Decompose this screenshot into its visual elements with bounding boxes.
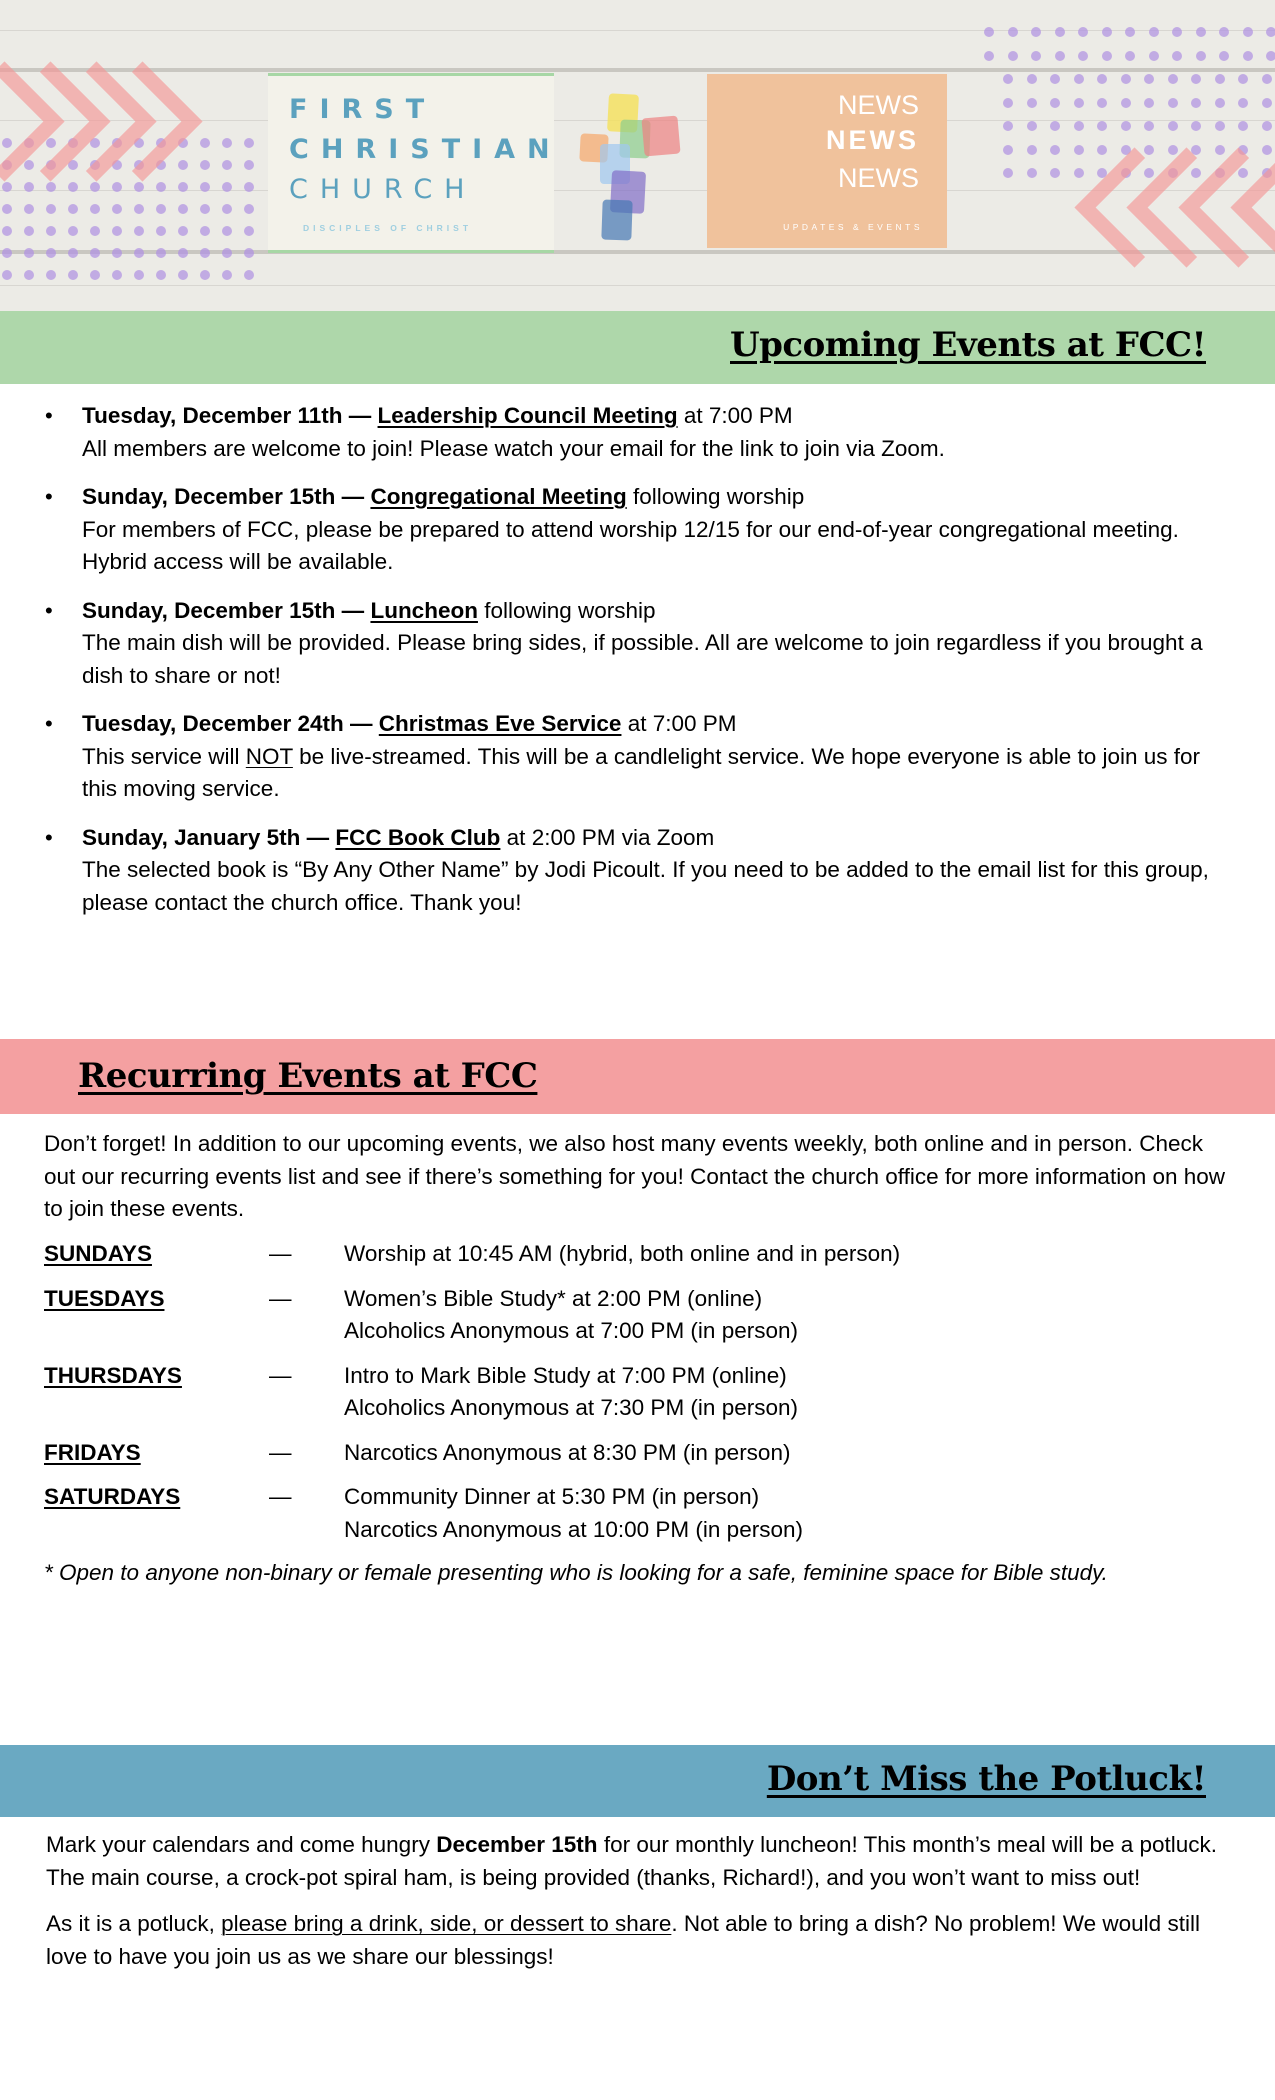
decorative-dot xyxy=(222,226,232,236)
decorative-dot xyxy=(1125,27,1135,37)
decorative-dot xyxy=(46,204,56,214)
decorative-dot xyxy=(984,51,994,61)
decorative-dot xyxy=(1262,121,1272,131)
schedule-item: Women’s Bible Study* at 2:00 PM (online) xyxy=(344,1285,763,1311)
news-card xyxy=(707,74,947,248)
decorative-dot xyxy=(1238,121,1248,131)
event-name: Christmas Eve Service xyxy=(378,711,622,736)
decorative-dot xyxy=(222,270,232,280)
decorative-dot xyxy=(178,270,188,280)
decorative-dot xyxy=(90,248,100,258)
logo-line-christian: CHRISTIAN xyxy=(289,134,562,165)
schedule-day: SATURDAYS xyxy=(44,1484,181,1509)
decorative-dot xyxy=(244,226,254,236)
potluck-text: for our monthly luncheon! This month’s meal will be a potluck. The main course, a crock-pot spiral ham, is being provided (thanks, Richard!), and you won’t want to miss out! xyxy=(46,1832,1218,1890)
event-name: FCC Book Club xyxy=(335,824,501,850)
decorative-dot xyxy=(1027,121,1037,131)
decorative-dot xyxy=(1027,168,1037,178)
decorative-dot xyxy=(1219,51,1229,61)
decorative-dot xyxy=(1238,98,1248,108)
decorative-dot xyxy=(244,204,254,214)
schedule-dash: — xyxy=(269,1362,292,1388)
decorative-dot xyxy=(178,160,188,170)
decorative-dot xyxy=(156,270,166,280)
decorative-dot xyxy=(200,182,210,192)
decorative-dot xyxy=(156,248,166,258)
decorative-dot xyxy=(1074,121,1084,131)
schedule-dash: — xyxy=(269,1241,292,1266)
news-word: NEWS xyxy=(838,163,919,193)
decorative-dot xyxy=(1008,51,1018,61)
decorative-dot xyxy=(24,248,34,258)
decorative-dot xyxy=(112,204,122,214)
decorative-dot xyxy=(1003,121,1013,131)
decorative-dot xyxy=(46,248,56,258)
potluck-request: please bring a drink, side, or dessert to share xyxy=(221,1911,672,1936)
decorative-dot xyxy=(1003,145,1013,155)
decorative-dot xyxy=(68,182,78,192)
decorative-dot xyxy=(1097,145,1107,155)
decorative-dot xyxy=(1144,98,1154,108)
upcoming-events-title: Upcoming Events at FCC! xyxy=(730,325,1206,365)
decorative-dot xyxy=(1097,74,1107,84)
decorative-dot xyxy=(1243,27,1253,37)
decorative-dot xyxy=(1144,145,1154,155)
decorative-dot xyxy=(244,138,254,148)
decorative-dot xyxy=(1121,121,1131,131)
decorative-dot xyxy=(244,270,254,280)
decorative-dot xyxy=(1074,98,1084,108)
decorative-dot xyxy=(2,270,12,280)
schedule-dash: — xyxy=(269,1439,292,1465)
bullet-icon: • xyxy=(45,711,53,736)
event-item xyxy=(45,481,1232,579)
decorative-dot xyxy=(90,182,100,192)
event-description: All members are welcome to join! Please watch your email for the link to join via Zoom. xyxy=(82,435,945,461)
decorative-dot xyxy=(1031,27,1041,37)
decorative-dot xyxy=(1215,121,1225,131)
decorative-dot xyxy=(1144,121,1154,131)
potluck-header xyxy=(0,1745,1275,1817)
decorative-dot xyxy=(1121,74,1131,84)
decorative-dot xyxy=(46,226,56,236)
decorative-dot xyxy=(1027,98,1037,108)
recurring-events-header xyxy=(0,1039,1275,1114)
event-time: following worship xyxy=(632,484,805,509)
decorative-dot xyxy=(1050,121,1060,131)
decorative-dot xyxy=(1003,168,1013,178)
bullet-icon: • xyxy=(45,597,53,623)
decorative-dot xyxy=(1196,51,1206,61)
event-date: Tuesday, December 24th — xyxy=(82,711,373,736)
decorative-dot xyxy=(2,182,12,192)
decorative-dot xyxy=(1027,74,1037,84)
description-text: be live-streamed. This will be a candlelight service. We hope everyone is able to join us for this moving service. xyxy=(82,743,1201,801)
event-item xyxy=(45,822,1232,920)
decorative-dot xyxy=(244,248,254,258)
cross-square-red xyxy=(641,116,680,157)
event-description xyxy=(82,741,1232,806)
schedule-day: SUNDAYS xyxy=(44,1241,152,1266)
decorative-dot xyxy=(178,204,188,214)
schedule-item: Narcotics Anonymous at 8:30 PM (in person) xyxy=(344,1439,791,1465)
decorative-dot xyxy=(178,248,188,258)
decorative-dot xyxy=(1168,98,1178,108)
decorative-dot xyxy=(1262,74,1272,84)
decorative-dot xyxy=(200,226,210,236)
event-time: at 7:00 PM xyxy=(683,403,793,428)
recurring-schedule xyxy=(44,1238,1234,1558)
decorative-dot xyxy=(112,248,122,258)
decorative-dot xyxy=(200,248,210,258)
decorative-dot xyxy=(24,182,34,192)
decorative-dot xyxy=(68,270,78,280)
event-date: Tuesday, December 11th — xyxy=(82,403,372,428)
event-description: The main dish will be provided. Please bring sides, if possible. All are welcome to join regardless if you brought a dish to share or not! xyxy=(82,630,1203,688)
decorative-dot xyxy=(1003,74,1013,84)
event-item xyxy=(45,708,1232,806)
decorative-dot xyxy=(24,226,34,236)
decorative-dot xyxy=(1219,27,1229,37)
decorative-dot xyxy=(1078,51,1088,61)
decorative-dot xyxy=(1125,51,1135,61)
description-text: This service will xyxy=(82,743,240,769)
decorative-dot xyxy=(1055,27,1065,37)
decorative-dot xyxy=(1050,74,1060,84)
bullet-icon: • xyxy=(45,824,53,850)
schedule-day: THURSDAYS xyxy=(44,1362,182,1388)
schedule-item: Community Dinner at 5:30 PM (in person) xyxy=(344,1484,760,1509)
decorative-dot xyxy=(134,226,144,236)
decorative-dot xyxy=(222,160,232,170)
schedule-row xyxy=(44,1437,1234,1470)
decorative-dot xyxy=(1144,74,1154,84)
decorative-dot xyxy=(156,204,166,214)
decorative-dot xyxy=(2,204,12,214)
event-date: Sunday, December 15th — xyxy=(82,597,365,623)
decorative-dot xyxy=(1243,51,1253,61)
church-logo-card xyxy=(268,73,562,253)
logo-tagline: DISCIPLES OF CHRIST xyxy=(303,223,473,233)
decorative-dot xyxy=(178,182,188,192)
decorative-dot xyxy=(1078,27,1088,37)
decorative-dot xyxy=(1097,98,1107,108)
potluck-title: Don’t Miss the Potluck! xyxy=(766,1759,1206,1799)
decorative-dot xyxy=(90,226,100,236)
event-name: Leadership Council Meeting xyxy=(377,403,678,428)
decorative-dot xyxy=(200,138,210,148)
decorative-dot xyxy=(1102,51,1112,61)
decorative-dot xyxy=(222,204,232,214)
decorative-dot xyxy=(1238,74,1248,84)
schedule-day: TUESDAYS xyxy=(44,1285,165,1311)
potluck-text: As it is a potluck, xyxy=(46,1911,215,1936)
potluck-body xyxy=(46,1829,1236,1987)
bullet-icon: • xyxy=(45,403,53,428)
schedule-item: Alcoholics Anonymous at 7:00 PM (in person) xyxy=(344,1318,798,1343)
decorative-dot xyxy=(1050,98,1060,108)
decorative-dot xyxy=(984,27,994,37)
logo-line-first: FIRST xyxy=(289,94,437,125)
decorative-dot xyxy=(112,226,122,236)
news-word: NEWS xyxy=(838,90,919,120)
bullet-icon: • xyxy=(45,484,53,509)
decorative-dot xyxy=(1262,145,1272,155)
decorative-dot xyxy=(222,182,232,192)
news-word-bold: NEWS xyxy=(826,125,919,155)
event-date: Sunday, January 5th — xyxy=(82,824,330,850)
event-time: at 7:00 PM xyxy=(627,711,737,736)
wood-grain xyxy=(0,285,1275,286)
decorative-dot xyxy=(222,248,232,258)
decorative-dot xyxy=(46,182,56,192)
event-name: Luncheon xyxy=(370,597,478,623)
recurring-footnote: * Open to anyone non-binary or female presenting who is looking for a safe, feminine space for Bible study. xyxy=(44,1560,1108,1585)
decorative-dot xyxy=(200,204,210,214)
decorative-dot xyxy=(1149,51,1159,61)
decorative-dot xyxy=(2,226,12,236)
decorative-dot xyxy=(244,160,254,170)
event-name: Congregational Meeting xyxy=(370,484,627,509)
schedule-day: FRIDAYS xyxy=(44,1439,141,1465)
schedule-dash: — xyxy=(269,1285,292,1311)
decorative-dot xyxy=(200,160,210,170)
schedule-item: Worship at 10:45 AM (hybrid, both online and in person) xyxy=(344,1241,901,1266)
newsletter-banner xyxy=(0,0,1275,311)
decorative-dot xyxy=(112,270,122,280)
schedule-row xyxy=(44,1481,1234,1546)
decorative-dot xyxy=(156,226,166,236)
decorative-dot xyxy=(1055,51,1065,61)
decorative-dot xyxy=(1215,98,1225,108)
plank-divider xyxy=(0,68,1275,72)
decorative-dot xyxy=(1191,121,1201,131)
decorative-dot xyxy=(1191,74,1201,84)
potluck-paragraph xyxy=(46,1829,1236,1894)
chalice-cross-icon xyxy=(578,92,688,242)
decorative-dot xyxy=(1266,51,1275,61)
event-description: The selected book is “By Any Other Name” by Jodi Picoult. If you need to be added to the email list for this group, please contact the church office. Thank you! xyxy=(82,857,1209,915)
decorative-dot xyxy=(1003,98,1013,108)
potluck-paragraph xyxy=(46,1908,1236,1973)
decorative-dot xyxy=(1102,27,1112,37)
decorative-dot xyxy=(1172,51,1182,61)
potluck-text: Mark your calendars and come hungry xyxy=(46,1832,430,1857)
decorative-dot xyxy=(1031,51,1041,61)
schedule-row xyxy=(44,1238,1234,1271)
decorative-dot xyxy=(1097,121,1107,131)
decorative-dot xyxy=(1027,145,1037,155)
decorative-dot xyxy=(90,270,100,280)
upcoming-events-list xyxy=(0,400,1275,935)
decorative-dot xyxy=(1074,145,1084,155)
decorative-dot xyxy=(46,270,56,280)
event-item xyxy=(45,400,1232,465)
decorative-dot xyxy=(1149,27,1159,37)
schedule-row xyxy=(44,1360,1234,1425)
decorative-dot xyxy=(134,182,144,192)
recurring-intro: Don’t forget! In addition to our upcoming events, we also host many events weekly, both online and in person. Check out our recurring events list and see if there’s something for you! Contact the church office for more information on how to join these events. xyxy=(44,1131,1226,1221)
decorative-dot xyxy=(134,248,144,258)
decorative-dot xyxy=(112,182,122,192)
decorative-dot xyxy=(1050,145,1060,155)
decorative-dot xyxy=(1196,27,1206,37)
description-emphasis: NOT xyxy=(245,743,293,769)
schedule-item: Alcoholics Anonymous at 7:30 PM (in person) xyxy=(344,1395,798,1420)
decorative-dot xyxy=(222,138,232,148)
decorative-dot xyxy=(134,270,144,280)
potluck-text: . Not able to bring a dish? No problem! We would still love to have you join us as we share our blessings! xyxy=(46,1911,1200,1969)
decorative-dot xyxy=(1168,74,1178,84)
event-description: For members of FCC, please be prepared to attend worship 12/15 for our end-of-year congregational meeting. Hybrid access will be available. xyxy=(82,516,1179,574)
decorative-dot xyxy=(1215,145,1225,155)
event-date: Sunday, December 15th — xyxy=(82,484,365,509)
decorative-dot xyxy=(200,270,210,280)
decorative-dot xyxy=(68,248,78,258)
decorative-dot xyxy=(1050,168,1060,178)
plank-divider xyxy=(0,250,1275,254)
decorative-dot xyxy=(1008,27,1018,37)
decorative-dot xyxy=(1121,98,1131,108)
decorative-dot xyxy=(1266,27,1275,37)
decorative-dot xyxy=(1074,168,1084,178)
decorative-dot xyxy=(1168,121,1178,131)
decorative-dot xyxy=(244,182,254,192)
decorative-dot xyxy=(1215,74,1225,84)
recurring-events-title: Recurring Events at FCC xyxy=(78,1056,538,1096)
decorative-dot xyxy=(134,204,144,214)
upcoming-events-header xyxy=(0,311,1275,384)
news-subtitle: UPDATES & EVENTS xyxy=(783,222,923,232)
decorative-dot xyxy=(68,204,78,214)
schedule-dash: — xyxy=(269,1484,292,1509)
schedule-row xyxy=(44,1283,1234,1348)
decorative-dot xyxy=(1191,98,1201,108)
cross-square-blue xyxy=(601,199,632,240)
event-item xyxy=(45,595,1232,693)
decorative-dot xyxy=(68,226,78,236)
event-time: at 2:00 PM via Zoom xyxy=(506,824,715,850)
decorative-dot xyxy=(24,270,34,280)
event-time: following worship xyxy=(484,597,656,623)
schedule-item: Narcotics Anonymous at 10:00 PM (in person) xyxy=(344,1516,803,1542)
decorative-dot xyxy=(1262,98,1272,108)
decorative-dot xyxy=(156,182,166,192)
decorative-dot xyxy=(1074,74,1084,84)
potluck-date: December 15th xyxy=(436,1832,598,1857)
decorative-dot xyxy=(1172,27,1182,37)
decorative-dot xyxy=(2,248,12,258)
schedule-item: Intro to Mark Bible Study at 7:00 PM (online) xyxy=(344,1362,787,1388)
decorative-dot xyxy=(1168,145,1178,155)
decorative-dot xyxy=(178,226,188,236)
decorative-dot xyxy=(24,204,34,214)
logo-line-church: CHURCH xyxy=(289,174,477,205)
decorative-dot xyxy=(90,204,100,214)
